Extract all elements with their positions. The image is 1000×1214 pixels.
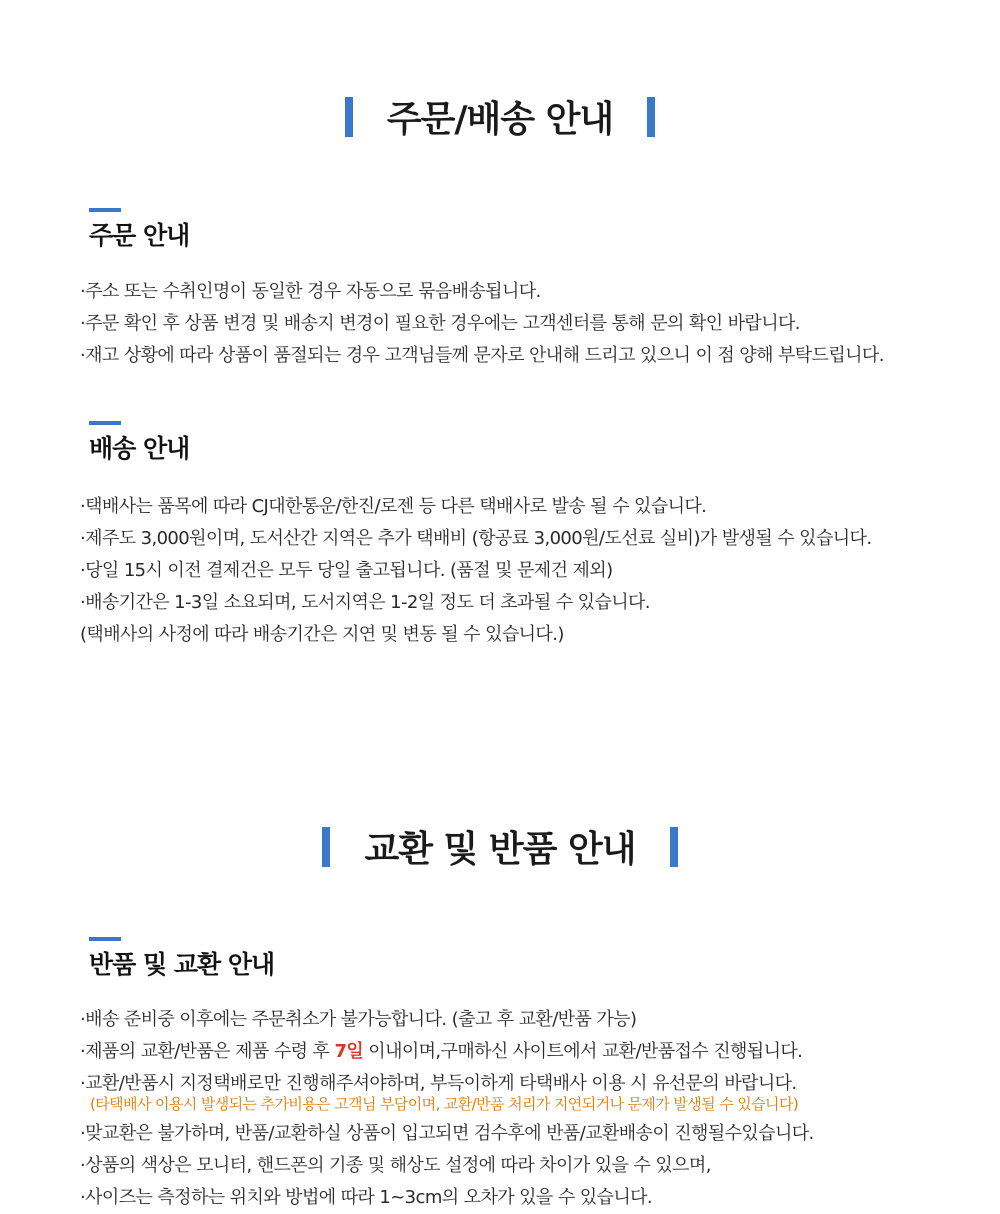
list-item: ·교환/반품시 지정택배로만 진행해주셔야하며, 부득이하게 타택배사 이용 시 유선문의 바랍니다. <box>80 1073 797 1094</box>
title-bar-left <box>322 827 330 867</box>
section-title-text: 교환 및 반품 안내 <box>364 829 636 870</box>
list-item: ·배송 준비중 이후에는 주문취소가 불가능합니다. (출고 후 교환/반품 가능) <box>80 1009 637 1030</box>
subheading-accent <box>89 937 121 941</box>
title-bar-right <box>647 97 655 137</box>
courier-note: (타택배사 이용시 발생되는 추가비용은 고객님 부담이며, 교환/반품 처리가 지연되거나 문제가 발생될 수 있습니다) <box>90 1095 799 1113</box>
subheading-return-exchange <box>89 937 274 981</box>
section-title-order-delivery <box>0 91 1000 142</box>
list-item <box>80 1036 940 1068</box>
list-item: (택배사의 사정에 따라 배송기간은 지연 및 변동 될 수 있습니다.) <box>80 624 564 645</box>
subheading-accent <box>89 208 121 212</box>
list-item: ·맞교환은 불가하며, 반품/교환하실 상품이 입고되면 검수후에 반품/교환배송이 진행될수있습니다. <box>80 1123 814 1144</box>
list-item: ·재고 상황에 따라 상품이 품절되는 경우 고객님들께 문자로 안내해 드리고 있으니 이 점 양해 부탁드립니다. <box>80 345 884 366</box>
title-bar-left <box>345 97 353 137</box>
list-item: ·배송기간은 1-3일 소요되며, 도서지역은 1-2일 정도 더 초과될 수 있습니다. <box>80 592 650 613</box>
return-exchange-list <box>80 1004 940 1214</box>
list-item-text: ·제품의 교환/반품은 제품 수령 후 <box>80 1041 335 1062</box>
list-item: ·주문 확인 후 상품 변경 및 배송지 변경이 필요한 경우에는 고객센터를 통해 문의 확인 바랍니다. <box>80 313 800 334</box>
section-title-exchange-return <box>0 821 1000 872</box>
list-item: ·주소 또는 수취인명이 동일한 경우 자동으로 묶음배송됩니다. <box>80 281 541 302</box>
page-title: 주문/배송 안내 <box>386 99 614 140</box>
order-info-list <box>80 276 940 372</box>
highlight-days: 7일 <box>334 1041 364 1062</box>
list-item-text: 이내이며,구매하신 사이트에서 교환/반품접수 진행됩니다. <box>363 1041 803 1062</box>
subheading-order-text: 주문 안내 <box>89 221 190 250</box>
list-item: ·상품의 색상은 모니터, 핸드폰의 기종 및 해상도 설정에 따라 차이가 있을 수 있으며, <box>80 1155 711 1176</box>
delivery-info-list <box>80 491 940 651</box>
list-item: ·택배사는 품목에 따라 CJ대한통운/한진/로젠 등 다른 택배사로 발송 될 수 있습니다. <box>80 496 707 517</box>
title-bar-right <box>670 827 678 867</box>
list-item: ·사이즈는 측정하는 위치와 방법에 따라 1~3cm의 오차가 있을 수 있습니다. <box>80 1187 653 1208</box>
subheading-accent <box>89 421 121 425</box>
subheading-order <box>89 208 189 252</box>
list-item: ·제주도 3,000원이며, 도서산간 지역은 추가 택배비 (항공료 3,000원/도선료 실비)가 발생될 수 있습니다. <box>80 528 872 549</box>
list-item: ·당일 15시 이전 결제건은 모두 당일 출고됩니다. (품절 및 문제건 제외) <box>80 560 613 581</box>
subheading-delivery <box>89 421 189 465</box>
subheading-return-exchange-text: 반품 및 교환 안내 <box>89 950 275 979</box>
subheading-delivery-text: 배송 안내 <box>89 434 190 463</box>
